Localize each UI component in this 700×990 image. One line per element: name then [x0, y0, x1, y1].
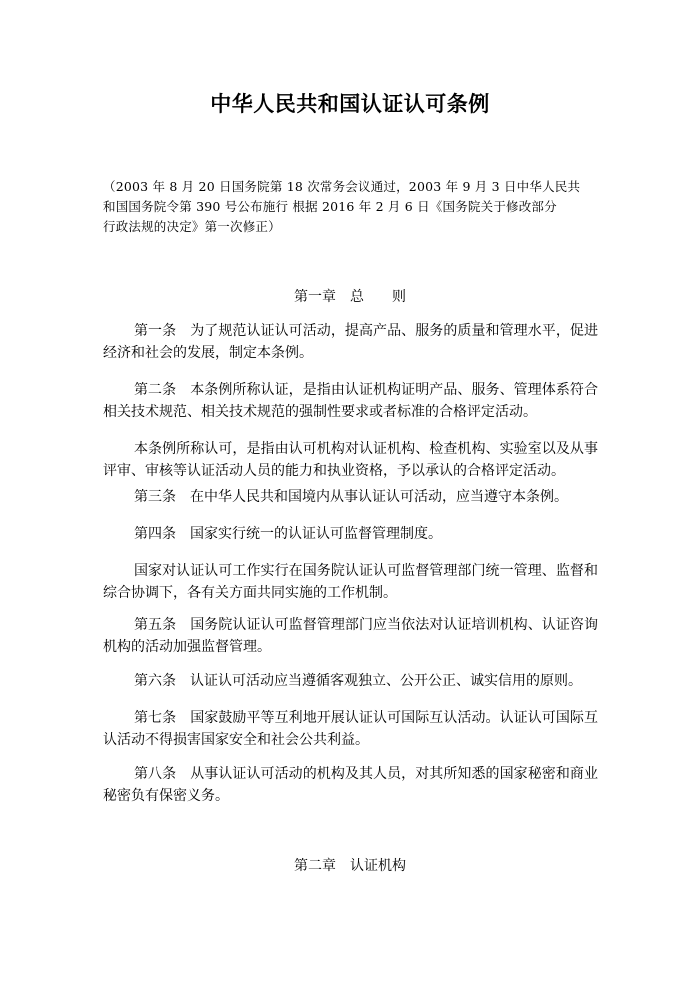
- enactment-note-line: 和国国务院令第 390 号公布施行 根据 2016 年 2 月 6 日《国务院关于修改部分: [103, 199, 557, 214]
- document-title: 中华人民共和国认证认可条例: [210, 92, 490, 116]
- article-text: 国家鼓励平等互利地开展认证认可国际互认活动。认证认可国际互认活动不得损害国家安全和社会公共利益。: [103, 710, 598, 748]
- article-paragraph: [103, 438, 598, 482]
- article-number: 第三条: [134, 489, 190, 505]
- enactment-note-line: 行政法规的决定》第一次修正）: [103, 219, 281, 234]
- article-paragraph: [103, 486, 598, 508]
- article-number: 第一条: [134, 323, 191, 339]
- article-text: 国家实行统一的认证认可监督管理制度。: [190, 526, 442, 542]
- article-paragraph: [103, 320, 598, 364]
- article-paragraph: [103, 379, 598, 423]
- chapter-heading: 第二章 认证机构: [294, 858, 406, 874]
- article-number: 第二条: [134, 382, 191, 398]
- article-text: 本条例所称认证，是指由认证机构证明产品、服务、管理体系符合相关技术规范、相关技术规范的强制性要求或者标准的合格评定活动。: [103, 382, 598, 420]
- article-paragraph: [103, 763, 598, 807]
- enactment-note-line: （2003 年 8 月 20 日国务院第 18 次常务会议通过，2003 年 9 月 3 日中华人民共: [103, 179, 581, 194]
- article-text: 本条例所称认可，是指由认可机构对认证机构、检查机构、实验室以及从事评审、审核等认证活动人员的能力和执业资格，予以承认的合格评定活动。: [103, 441, 598, 479]
- article-number: 第七条: [134, 710, 191, 726]
- article-number: 第六条: [134, 673, 190, 689]
- chapter-heading: 第一章 总 则: [294, 289, 406, 305]
- article-text: 从事认证认可活动的机构及其人员，对其所知悉的国家秘密和商业秘密负有保密义务。: [103, 766, 598, 804]
- article-paragraph: [103, 523, 598, 545]
- article-paragraph: [103, 670, 598, 692]
- article-text: 在中华人民共和国境内从事认证认可活动，应当遵守本条例。: [190, 489, 568, 505]
- article-paragraph: [103, 560, 598, 604]
- article-number: 第五条: [134, 617, 191, 633]
- article-text: 国家对认证认可工作实行在国务院认证认可监督管理部门统一管理、监督和综合协调下，各有关方面共同实施的工作机制。: [103, 563, 598, 601]
- article-paragraph: [103, 614, 598, 658]
- article-number: 第四条: [134, 526, 190, 542]
- article-number: 第八条: [134, 766, 191, 782]
- article-text: 认证认可活动应当遵循客观独立、公开公正、诚实信用的原则。: [190, 673, 582, 689]
- article-paragraph: [103, 707, 598, 751]
- enactment-note: [103, 177, 603, 237]
- article-text: 国务院认证认可监督管理部门应当依法对认证培训机构、认证咨询机构的活动加强监督管理。: [103, 617, 598, 655]
- article-text: 为了规范认证认可活动，提高产品、服务的质量和管理水平，促进经济和社会的发展，制定本条例。: [103, 323, 598, 361]
